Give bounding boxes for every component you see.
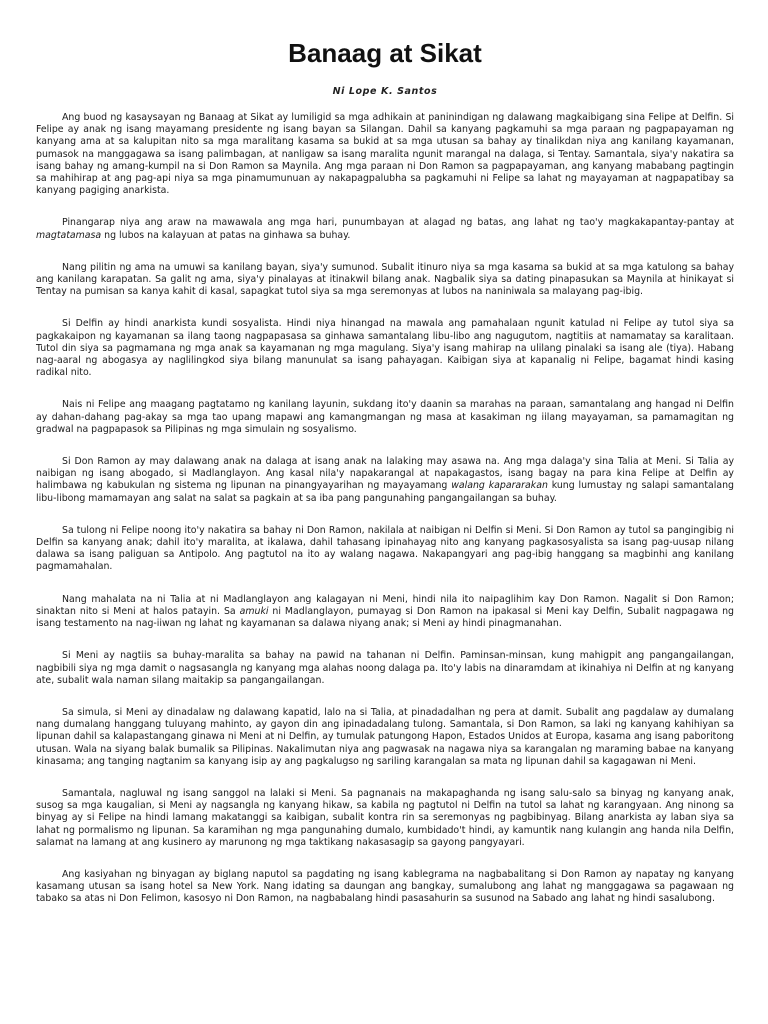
document-title: Banaag at Sikat — [288, 38, 482, 68]
paragraph — [36, 399, 734, 436]
italic-text: amuki — [239, 605, 269, 617]
paragraph — [36, 650, 734, 687]
paragraph — [36, 525, 734, 574]
paragraph-text: Pinangarap niya ang araw na mawawala ang mga hari, punumbayan at alagad ng batas, ang lahat ng tao'y magkakapantay-pantay at — [62, 217, 734, 229]
italic-text: walang kapararakan — [451, 480, 548, 492]
paragraph — [36, 594, 734, 631]
paragraph-text: Nais ni Felipe ang maagang pagtatamo ng kanilang layunin, sukdang ito'y daanin sa marahas na paraan, samantalang ang hangad ni Delfin ay dahan-dahang pag-akay sa mga tao upang mapawi ang kamangmangan ng masa at kasakiman ng iilang mayayaman, sa pamamagitan ng gradwal na pagpapasok sa Pilipinas ng mga simulain ng sosyalismo. — [36, 399, 734, 435]
paragraph-text: Sa tulong ni Felipe noong ito'y nakatira sa bahay ni Don Ramon, nakilala at naibigan ni Delfin si Meni. Si Don Ramon ay tutol sa pangingibig ni Delfin sa kanyang anak; dahil ito'y maralita, at ikalawa, dahil tahasang ipinahayag nito ang kanyang pagkasosyalista sa isang pag-uusap nilang dalawa sa isang paliguan sa Antipolo. Ang pagtutol na ito ay walang nagawa. Nakapangyari ang pag-ibig hanggang sa magbinhi ang kanilang pagmamahalan. — [36, 524, 734, 573]
paragraph-text: Nang pilitin ng ama na umuwi sa kanilang bayan, siya'y sumunod. Subalit itinuro niya sa mga kasama sa bukid at sa mga katulong sa bahay ang kanilang karapatan. Sa galit ng ama, siya'y pinalayas at itinakwil bilang anak. Nagbalik siya sa dating pinapasukan sa Maynila at hinikayat si Tentay na pumisan sa kanya kahit di kasal, sapagkat tutol siya sa mga seremonyas at lubos na naniniwala sa malayang pag-ibig. — [36, 261, 734, 298]
paragraph — [36, 788, 734, 849]
paragraph — [36, 707, 734, 768]
document-body — [36, 112, 734, 906]
paragraph-text: ng lubos na kalayuan at patas na ginhawa sa buhay. — [101, 229, 351, 241]
paragraph — [36, 869, 734, 906]
paragraph-text: ni Madlanglayon, pumayag si Don Ramon na ipakasal si Meni kay Delfin, Subalit nagpagawa ng isang testamento na nag-iiwan ng lahat ng kayamanan sa dalawa niyang anak; si Meni ay hindi pinagmanahan. — [36, 605, 734, 630]
document-author: Ni Lope K. Santos — [332, 86, 438, 97]
paragraph-text: Si Meni ay nagtiis sa buhay-maralita sa bahay na pawid na tahanan ni Delfin. Paminsan-minsan, kung mahigpit ang pangangailangan, nagbibili siya ng mga damit o nagsasangla ng kanyang mga alahas noong dalaga pa. Ito'y labis na dinaramdam at ikinahiya ni Delfin at ng kanyang ate, subalit wala naman silang maitakip sa pangangailangan. — [36, 650, 734, 686]
paragraph-text: Ang kasiyahan ng binyagan ay biglang naputol sa pagdating ng isang kablegrama na nagbabalitang si Don Ramon ay napatay ng kanyang kasamang utusan sa isang hotel sa New York. Nang idating sa daungan ang bangkay, sumalubong ang lahat ng manggagawa sa pagawaan ng tabako sa atas ni Don Felimon, kasosyo ni Don Ramon, na nagbabalang hindi pasasahurin sa susunod na Sabado ang lahat ng hindi sasalubong. — [36, 868, 734, 905]
paragraph — [36, 217, 734, 241]
paragraph-text: kung lumustay ng salapi samantalang libu-libong mamamayan ang salat na salat sa pagkain at sa iba pang pangunahing pangangailangan sa buhay. — [36, 480, 735, 504]
paragraph-text: Samantala, nagluwal ng isang sanggol na lalaki si Meni. Sa pagnanais na makapaghanda ng isang salu-salo sa binyag ng kanyang anak, susog sa mga kaugalian, si Meni ay nagsangla ng kanyang hikaw, sa kabila ng pagtutol ni Delfin na tutol sa lahat ng karangyaan. Ang ninong sa binyag ay si Felipe na hindi lamang makatanggi sa kaibigan, subalit kontra rin sa seremonyas ng pagbibinyag. Bilang anarkista ay laban siya sa lahat ng pormalismo ng lipunan. Sa karamihan ng mga pangunahing dumalo, kumbidado't hindi, ay kamuntik nang kulangin ang handa nila Delfin, salamat na lamang at ang kusinero ay marunong ng mga taktikang nakasasagip sa gayong pangyayari. — [36, 787, 734, 848]
paragraph — [36, 112, 734, 197]
paragraph — [36, 456, 734, 505]
paragraph-text: Si Delfin ay hindi anarkista kundi sosyalista. Hindi niya hinangad na mawala ang pamahalaan ngunit katulad ni Felipe ay tutol siya sa pagkakaipon ng kayamanan sa ilang taong nagpapasasa sa ginhawa samantalang libu-libo ang nagugutom, nagtitiis at namamatay sa karalitaan. Tutol din siya sa pagmamana ng mga anak sa kayamanan ng mga magulang. Siya'y isang mahirap na ulilang pinalaki sa isang ale (tiya). Habang nag-aaral ng abogasya ay naglilingkod siya bilang manunulat sa isang pahayagan. Kaibigan siya at kapanalig ni Felipe, bagamat hindi kasing radikal nito. — [36, 318, 734, 379]
paragraph — [36, 262, 734, 299]
italic-text: magtatamasa — [36, 229, 102, 241]
paragraph-text: Sa simula, si Meni ay dinadalaw ng dalawang kapatid, lalo na si Talia, at pinadadalhan ng pera at damit. Subalit ang pagdalaw ay dumalang nang dumalang hanggang tuluyang mahinto, ay gayon din ang ipinadadalang tulong. Samantala, si Don Ramon, sa laki ng kanyang kahihiyan sa lipunan dahil sa kalapastangang ginawa ni Meni at ni Delfin, ay tumulak patungong Hapon, Estados Unidos at Europa, kasama ang isang paboritong utusan. Wala na siyang balak bumalik sa Pilipinas. Nakalimutan niya ang pagwasak na nagawa niya sa karangalan ng maraming babae na kanyang kinasama; ang tanging nagtanim sa kanyang isip ay ang pagkalugso ng sariling karangalan sa mata ng lipunan dahil sa kagagawan ni Meni. — [36, 706, 734, 767]
paragraph — [36, 318, 734, 379]
paragraph-text: Nang mahalata na ni Talia at ni Madlanglayon ang kalagayan ni Meni, hindi nila ito naipaglihim kay Don Ramon. Nagalit si Don Ramon; sinaktan nito si Meni at halos patayin. Sa — [36, 593, 734, 617]
paragraph-text: Ang buod ng kasaysayan ng Banaag at Sikat ay lumiligid sa mga adhikain at paninindigan ng dalawang magkaibigang sina Felipe at Delfin. Si Felipe ay anak ng isang mayamang presidente ng isang bayan sa Silangan. Dahil sa kanyang pagkamuhi sa mga paraan ng pagpapayaman ng kanyang ama at sa kalupitan nito sa mga maralitang kasama sa bukid at sa mga utusan sa bahay ay tinalikdan niya ang kanilang kayamanan, pumasok na manggagawa sa isang palimbagan, at nanligaw sa isang maralita ngunit marangal na dalaga, si Tentay. Samantala, siya'y nakatira sa isang bahay ng amang-kumpil na si Don Ramon sa Maynila. Ang mga paraan ni Don Ramon sa pagpapayaman, ang kanyang mababang pagtingin sa mahihirap at ang pag-api niya sa mga pinamumunuan ay nakapagpalubha sa pagkamuhi ni Felipe sa lahat ng mayayaman at nagpapatibay sa kanyang pagiging anarkista. — [36, 112, 734, 197]
paragraph-text: Si Don Ramon ay may dalawang anak na dalaga at isang anak na lalaking may asawa na. Ang mga dalaga'y sina Talia at Meni. Si Talia ay naibigan ng isang abogado, si Madlanglayon. Ang kasal nila'y napakarangal at napakagastos, isang bagay na para kina Felipe at Delfin ay halimbawa ng kabukulan ng sistema ng lipunan na pinangyayarihan ng mayayamang — [36, 456, 734, 492]
